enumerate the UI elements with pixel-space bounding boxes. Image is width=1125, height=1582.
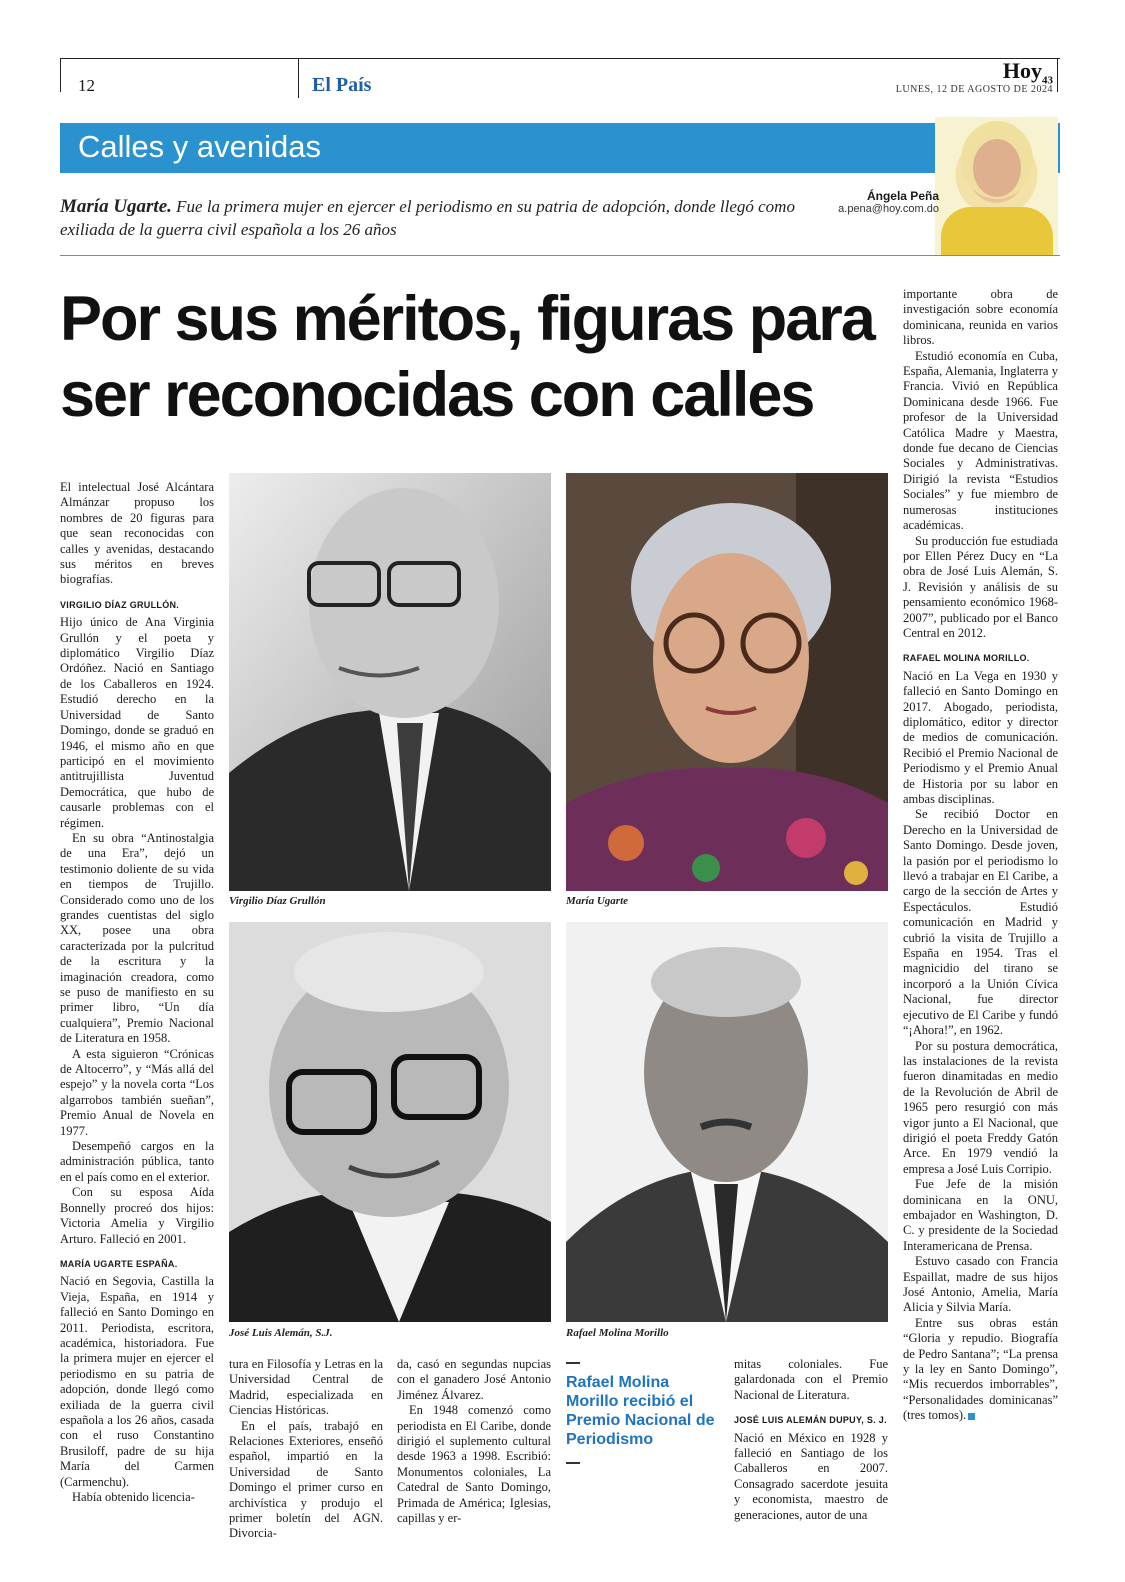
intro-paragraph: El intelectual José Alcántara Almánzar propuso los nombres de 20 figuras para que sean reconocidas con calles y avenidas, destacando sus méritos en breves biografías.: [60, 480, 214, 587]
deck-rule: [60, 255, 1060, 256]
paragraph: Fue Jefe de la misión dominicana en la ONU, embajador en Washington, D. C. y presidente de la Sociedad Interamericana de Prensa.: [903, 1177, 1058, 1253]
author-avatar: [935, 117, 1058, 255]
column-2: [229, 1357, 383, 1542]
deck-subtitle: María Ugarte. Fue la primera mujer en ejercer el periodismo en su patria de adopción, donde llegó como exiliada de la guerra civil española a los 26 años: [60, 196, 795, 239]
author-email[interactable]: a.pena@hoy.com.do: [838, 203, 939, 215]
paragraph: Estuvo casado con Francia Espaillat, madre de sus hijos José Antonio, Amelia, María Alicia y Silvia María.: [903, 1254, 1058, 1315]
author-byline: [838, 189, 939, 215]
headline: Por sus méritos, figuras para ser reconocidas con calles: [60, 284, 874, 430]
photo-virgilio-diaz-grullon: [229, 473, 551, 891]
paragraph: Estudió economía en Cuba, España, Alemania, Inglaterra y Francia. Vivió en República Dominicana desde 1966. Fue profesor de la Universidad Católica Madre y Maestra, donde fue decano de Ciencias Sociales y Administrativas. Dirigió la revista “Estudios Sociales” y fue miembro de numerosas instituciones académicas.: [903, 348, 1058, 533]
end-mark-icon: [968, 1413, 975, 1420]
paragraph: A esta siguieron “Crónicas de Altocerro”, y “Más allá del espejo” y la novela corta “Los algarrobos también sueñan”, Premio Anual de Novela en 1977.: [60, 1046, 214, 1138]
paragraph: Nació en La Vega en 1930 y falleció en Santo Domingo en 2017. Abogado, periodista, diplomático, editor y director de medios de comunicación. Recibió el Premio Nacional de Periodismo y el Premio Anual de Historia por su labor en ambas disciplinas.: [903, 668, 1058, 806]
dateline: LUNES, 12 DE AGOSTO DE 2024: [895, 84, 1053, 95]
column-6: [903, 287, 1058, 1424]
subhead-maria: MARÍA UGARTE ESPAÑA.: [60, 1258, 178, 1269]
pull-quote: Rafael Molina Morillo recibió el Premio Nacional de Periodismo: [566, 1374, 715, 1448]
paragraph: En 1948 comenzó como periodista en El Caribe, donde dirigió el suplemento cultural desde 1963 a 1998. Escribió: Monumentos coloniales, La Catedral de Santo Domingo, Primada de América; Iglesias, capillas y er-: [397, 1403, 551, 1526]
paragraph: Se recibió Doctor en Derecho en la Universidad de Santo Domingo. Desde joven, la pasión por el periodismo lo llevó a trabajar en El Caribe, a cargo de la sección de Artes y Espectáculos. Estudió comunicación en Madrid y cubrió la visita de Trujillo a España en 1954. Tras el magnicidio del tirano se incorporó a la Unión Cívica Nacional, fue director ejecutivo de El Caribe y fundó “¡Ahora!”, en 1962.: [903, 807, 1058, 1038]
caption-photo-2: María Ugarte: [566, 895, 629, 907]
column-3: [397, 1357, 551, 1526]
photo-maria-ugarte: [566, 473, 888, 891]
caption-photo-3: José Luis Alemán, S.J.: [229, 1327, 333, 1339]
paragraph: Nació en México en 1928 y falleció en Santiago de los Caballeros en 2007. Consagrado sacerdote jesuita y economista, maestro de generaciones, autor de una: [734, 1430, 888, 1522]
column-5: [734, 1357, 888, 1523]
paragraph: Por su postura democrática, las instalaciones de la revista fueron dinamitadas en medio de la Revolución de Abril de 1965 pero resurgió con más vigor junto a El Nacional, que dirigió el poeta Freddy Gatón Arce. En 1979 vendió la empresa a José Luis Corripio.: [903, 1038, 1058, 1176]
paragraph: Hijo único de Ana Virginia Grullón y el poeta y diplomático Virgilio Díaz Ordóñez. Nació en Santiago de los Caballeros en 1924. Estudió derecho en la Universidad de Santo Domingo, donde se graduó en 1946, el mismo año en que participó en el movimiento antitrujillista Juventud Democrática, que hubo de causarle problemas con el régimen.: [60, 615, 214, 830]
header-right-rule: [1057, 58, 1058, 92]
paragraph: Había obtenido licencia-: [72, 1490, 195, 1504]
paragraph: tura en Filosofía y Letras en la Universidad Central de Madrid, especializada en Ciencias Históricas.: [229, 1357, 383, 1418]
section-name: El País: [312, 74, 372, 96]
photo-jose-luis-aleman: [229, 922, 551, 1322]
author-name: Ángela Peña: [866, 189, 939, 203]
paragraph: En su obra “Antinostalgia de una Era”, dejó un testimonio doliente de su vida en tiempos de Trujillo. Considerado como uno de los grandes cuentistas del siglo XX, posee una obra caracterizada por la pulcritud de la escritura y la imaginación creadora, como se puso de manifiesto en su primer libro, “Un día cualquiera”, Premio Nacional de Literatura en 1958.: [60, 830, 214, 1046]
deck-name: María Ugarte.: [60, 196, 172, 217]
photo-rafael-molina-morillo: [566, 922, 888, 1322]
subhead-rafael: RAFAEL MOLINA MORILLO.: [903, 653, 1030, 664]
subhead-virgilio: VIRGILIO DÍAZ GRULLÓN.: [60, 599, 180, 610]
paragraph: Nació en Segovia, Castilla la Vieja, España, en 1914 y falleció en Santo Domingo en 2011. Periodista, escritora, académica, historiadora. Fue la primera mujer en ejercer el periodismo en su patria de adopción, donde llegó como exiliada de la guerra civil española a los 26 años, casada con el ruso Constantino Brusiloff, padre de su hija María del Carmen (Carmenchu).: [60, 1274, 214, 1489]
caption-photo-1: Virgilio Díaz Grullón: [229, 895, 326, 907]
caption-photo-4: Rafael Molina Morillo: [566, 1327, 669, 1339]
subhead-jose-luis: JOSÉ LUIS ALEMÁN DUPUY, S. J.: [734, 1415, 887, 1426]
header-top-rule: [60, 58, 1060, 59]
paragraph-last: Entre sus obras están “Gloria y repudio. Biografía de Pedro Santana”; “La prensa y la ley en Santo Domingo”, “Mis recuerdos imborrables”, “Personalidades dominicanas” (tres tomos).: [903, 1315, 1058, 1423]
header-divider: [298, 58, 299, 98]
paragraph: importante obra de investigación sobre economía dominicana, reunida en varios libros.: [903, 287, 1058, 348]
header-left-rule: [60, 58, 61, 92]
column-1: [60, 480, 214, 1505]
paragraph: Con su esposa Aída Bonnelly procreó dos hijos: Victoria Amelia y Virgilio Arturo. Falleció en 2001.: [60, 1185, 214, 1246]
banner-title: Calles y avenidas: [78, 129, 321, 164]
pull-quote-dash-top: [566, 1362, 580, 1364]
pull-quote-dash-bottom: [566, 1462, 580, 1464]
page-number: 12: [78, 76, 95, 95]
newspaper-logo: Hoy$_{43}$: [1002, 58, 1053, 87]
paragraph: En el país, trabajó en Relaciones Exteriores, enseñó español, impartió en la Universidad de Santo Domingo el primer curso en archivística y produjo el primer boletín del AGN. Divorcia-: [229, 1418, 383, 1541]
paragraph: Su producción fue estudiada por Ellen Pérez Ducy en “La obra de José Luis Alemán, S. J. Revisión y análisis de su pensamiento económico 1968-2007”, publicado por el Banco Central en 2012.: [903, 533, 1058, 640]
paragraph: Desempeñó cargos en la administración pública, tanto en el país como en el exterior.: [60, 1139, 214, 1184]
paragraph: mitas coloniales. Fue galardonada con el Premio Nacional de Literatura.: [734, 1357, 888, 1402]
paragraph: da, casó en segundas nupcias con el ganadero José Antonio Jiménez Álvarez.: [397, 1357, 551, 1402]
